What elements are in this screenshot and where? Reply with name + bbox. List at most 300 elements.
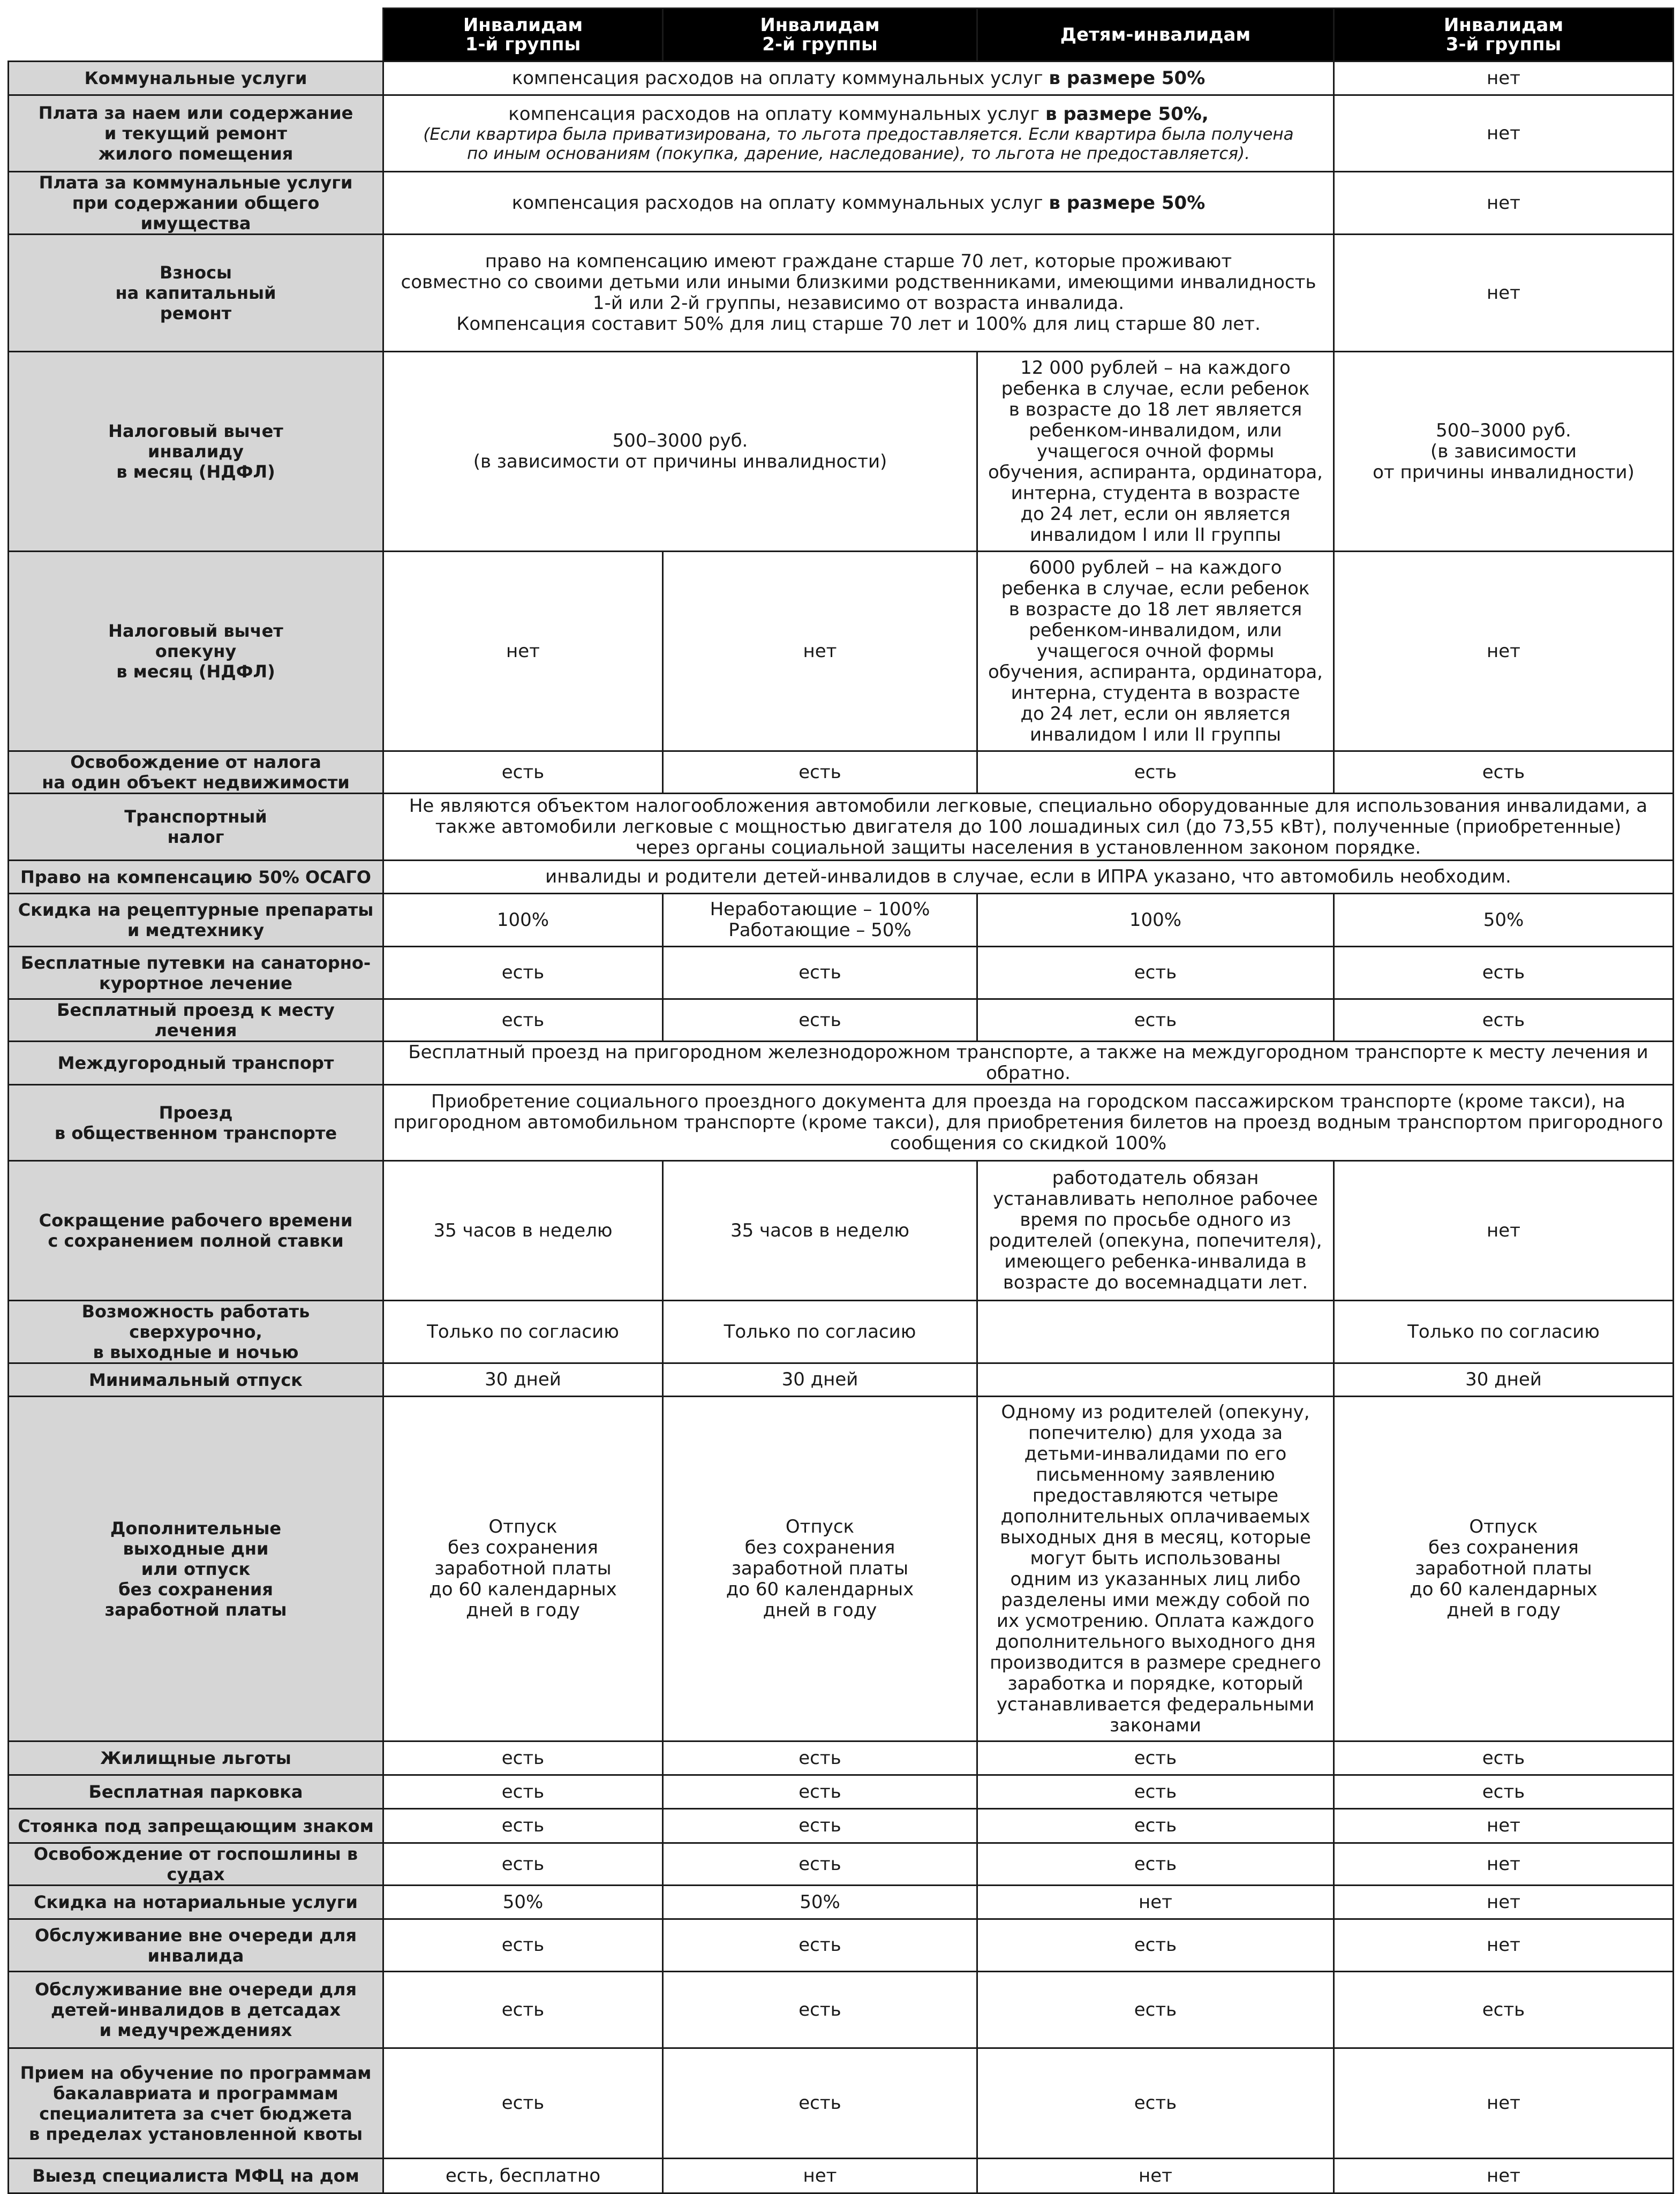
cell-group-1 — [383, 2159, 663, 2193]
cell-text-line: Неработающие – 100% — [710, 899, 930, 920]
cell-text-line: 35 часов в неделю — [433, 1219, 613, 1241]
cell-children — [977, 1886, 1334, 1919]
row-label — [9, 1042, 383, 1085]
cell-text-line: есть — [501, 1747, 545, 1769]
table-row — [9, 1809, 1674, 1843]
cell-text-line: Сокращение рабочего времени — [39, 1210, 353, 1231]
cell-group-1 — [383, 1741, 663, 1775]
cell-text-line: есть — [1482, 1009, 1525, 1031]
cell-group-2 — [663, 1809, 977, 1843]
cell-text-line: от причины инвалидности) — [1373, 461, 1634, 483]
cell-group-3 — [1334, 2159, 1674, 2193]
cell-group-3 — [1334, 1775, 1674, 1809]
cell-text-line: без сохранения — [1428, 1537, 1579, 1558]
row-label — [9, 1161, 383, 1301]
cell-group-2 — [663, 894, 977, 947]
cell-text-line: заработной платы — [1415, 1558, 1592, 1579]
cell-text-line: Только по согласию — [1407, 1321, 1600, 1343]
cell-text-line: 6000 рублей – на каждого — [1029, 556, 1282, 578]
row-label — [9, 1843, 383, 1886]
cell-text-line: до 60 календарных — [429, 1579, 617, 1600]
cell-groups-1-2-children — [383, 172, 1334, 235]
cell-group-1 — [383, 1809, 663, 1843]
table-row — [9, 1397, 1674, 1741]
cell-text-line: нет — [803, 640, 837, 662]
table-row — [9, 352, 1674, 552]
cell-text-line: есть — [798, 761, 841, 783]
cell-text-line: есть — [1134, 1999, 1177, 2020]
cell-text-line: инвалиды и родители детей-инвалидов в случае, если в ИПРА указано, что автомобиль необходим. — [545, 866, 1511, 887]
cell-text-line: Отпуск — [488, 1516, 558, 1537]
cell-text-line: есть — [1482, 1781, 1525, 1803]
row-label — [9, 751, 383, 794]
cell-text-line: в месяц (НДФЛ) — [116, 462, 275, 482]
cell-text-line: и медтехнику — [127, 920, 265, 940]
table-row — [9, 172, 1674, 235]
header-group-2: Инвалидам 2-й группы — [663, 9, 977, 62]
cell-group-3 — [1334, 1809, 1674, 1843]
row-label — [9, 172, 383, 235]
cell-text-line: нет — [1487, 1934, 1520, 1956]
cell-text-line: обучения, аспиранта, ординатора, — [988, 661, 1323, 683]
cell-text-line: Отпуск — [785, 1516, 855, 1537]
cell-text-italic: по иным основаниям (покупка, дарение, наследование), то льгота не предоставляется). — [467, 144, 1250, 163]
cell-children — [977, 1919, 1334, 1972]
cell-text-line: нет — [1487, 2165, 1520, 2187]
cell-text-line: Бесплатный проезд на пригородном железнодорожном транспорте, а также на междугородном транспорте к месту лечения и обратно. — [408, 1042, 1648, 1084]
cell-all-groups — [383, 1042, 1674, 1085]
cell-text-line: нет — [1487, 1219, 1520, 1241]
cell-text-line: Коммунальные услуги — [84, 68, 307, 88]
row-label — [9, 894, 383, 947]
cell-text-line: законами — [1109, 1714, 1202, 1736]
cell-group-3 — [1334, 1301, 1674, 1363]
cell-children — [977, 1301, 1334, 1363]
cell-children — [977, 2159, 1334, 2193]
row-label — [9, 352, 383, 552]
cell-group-2 — [663, 1886, 977, 1919]
cell-group-3 — [1334, 894, 1674, 947]
cell-text-line: сообщения со скидкой 100% — [890, 1133, 1167, 1154]
cell-text-line: дополнительного выходного дня — [995, 1631, 1316, 1653]
cell-text-line: специалитета за счет бюджета — [39, 2103, 352, 2124]
cell-children — [977, 1775, 1334, 1809]
table-row — [9, 1886, 1674, 1919]
row-label — [9, 1775, 383, 1809]
cell-text-line: в выходные и ночью — [93, 1342, 299, 1362]
cell-text-line: до 24 лет, если он является — [1020, 703, 1291, 725]
cell-children — [977, 352, 1334, 552]
cell-text-line: дополнительных оплачиваемых — [1000, 1505, 1310, 1527]
cell-text-line: на один объект недвижимости — [42, 772, 350, 793]
cell-text-line: есть — [501, 1853, 545, 1875]
cell-text-line: до 24 лет, если он является — [1020, 503, 1291, 525]
cell-children — [977, 1972, 1334, 2048]
cell-text-line: время по просьбе одного из — [1020, 1209, 1291, 1231]
cell-children — [977, 1809, 1334, 1843]
cell-group-2 — [663, 1397, 977, 1741]
cell-text-line: есть — [1134, 1747, 1177, 1769]
cell-text-line: заработка и порядке, который — [1007, 1672, 1304, 1694]
cell-text-line: Бесплатный проезд к месту лечения — [57, 1000, 335, 1041]
cell-text-line: есть — [798, 1747, 841, 1769]
cell-text-line: Отпуск — [1469, 1516, 1538, 1537]
header-group-1: Инвалидам 1-й группы — [383, 9, 663, 62]
cell-children — [977, 2048, 1334, 2159]
table-body — [9, 62, 1674, 2193]
cell-group-3 — [1334, 235, 1674, 352]
cell-text-line: в пределах установленной квоты — [28, 2123, 363, 2144]
cell-group-3 — [1334, 552, 1674, 751]
table-row — [9, 999, 1674, 1042]
cell-text-line: обучения, аспиранта, ординатора, — [988, 461, 1323, 483]
cell-text-line: или отпуск — [141, 1558, 251, 1579]
cell-text-line: есть — [1134, 1009, 1177, 1031]
cell-group-3 — [1334, 1363, 1674, 1397]
cell-group-3 — [1334, 1161, 1674, 1301]
cell-text-line: есть — [798, 1934, 841, 1956]
cell-text-line: нет — [1139, 1891, 1172, 1913]
cell-children — [977, 1161, 1334, 1301]
cell-text-line: заработной платы — [104, 1599, 287, 1620]
cell-text-line: Скидка на нотариальные услуги — [34, 1892, 358, 1912]
cell-text-line: есть — [1134, 1934, 1177, 1956]
cell-group-1 — [383, 1161, 663, 1301]
cell-text-line: также автомобили легковые с мощностью двигателя до 100 лошадиных сил (до 73,55 кВт), полученные (приобретенные) — [435, 816, 1622, 838]
table-row — [9, 1042, 1674, 1085]
cell-text-line: есть — [501, 1009, 545, 1031]
cell-text-line: есть — [798, 1853, 841, 1875]
cell-group-3 — [1334, 1741, 1674, 1775]
cell-group-3 — [1334, 172, 1674, 235]
cell-text-line: 30 дней — [781, 1369, 858, 1390]
cell-text-line: без сохранения — [744, 1537, 895, 1558]
cell-text-line: без сохранения — [448, 1537, 598, 1558]
cell-children — [977, 751, 1334, 794]
cell-text-line: есть — [1482, 761, 1525, 783]
cell-text-line: нет — [1487, 2092, 1520, 2114]
cell-text-line: ребенком-инвалидом, или — [1029, 419, 1282, 441]
cell-text-line: Прием на обучение по программам — [20, 2062, 372, 2083]
cell-group-1 — [383, 999, 663, 1042]
cell-text-line: нет — [1487, 122, 1520, 144]
row-label — [9, 95, 383, 172]
cell-text-bold: в размере 50%, — [1045, 103, 1209, 125]
cell-text-line: есть — [501, 1934, 545, 1956]
table-row — [9, 1085, 1674, 1161]
cell-group-2 — [663, 1301, 977, 1363]
cell-group-2 — [663, 1919, 977, 1972]
cell-text-line: ребенка в случае, если ребенок — [1001, 378, 1310, 399]
cell-text-line: 50% — [1483, 909, 1524, 931]
cell-text-line: есть, бесплатно — [445, 2165, 601, 2187]
cell-group-1 — [383, 1843, 663, 1886]
cell-group-2 — [663, 1775, 977, 1809]
cell-text-line: детьми-инвалидами по его — [1024, 1443, 1287, 1465]
row-label — [9, 235, 383, 352]
cell-text-line: интерна, студента в возрасте — [1011, 482, 1300, 504]
row-label — [9, 2159, 383, 2193]
row-label — [9, 1397, 383, 1741]
cell-text-line: инвалиду — [148, 441, 244, 462]
cell-text-italic: (Если квартира была приватизирована, то льгота предоставляется. Если квартира была получена — [423, 124, 1294, 144]
cell-text-line: попечителю) для ухода за — [1028, 1422, 1283, 1444]
cell-text: Компенсация составит 50% для лиц старше 70 лет и 100% для лиц старше 80 лет. — [456, 313, 1261, 335]
cell-text-line: до 60 календарных — [726, 1579, 914, 1600]
cell-text-line: есть — [501, 761, 545, 783]
cell-text-line: с сохранением полной ставки — [48, 1231, 344, 1251]
cell-text-line: есть — [1134, 962, 1177, 983]
row-label — [9, 2048, 383, 2159]
cell-text-line: есть — [1134, 2092, 1177, 2114]
cell-group-1 — [383, 552, 663, 751]
cell-all-groups — [383, 794, 1674, 861]
cell-text-line: Только по согласию — [427, 1321, 619, 1343]
cell-text-line: Право на компенсацию 50% ОСАГО — [20, 866, 371, 887]
row-label — [9, 1363, 383, 1397]
cell-text-line: ребенка в случае, если ребенок — [1001, 577, 1310, 599]
table-row — [9, 1741, 1674, 1775]
cell-text-line: имеющего ребенка-инвалида в — [1004, 1251, 1307, 1272]
cell-all-groups — [383, 1085, 1674, 1161]
row-label — [9, 861, 383, 894]
cell-group-2 — [663, 552, 977, 751]
cell-text-line: 100% — [496, 909, 549, 931]
cell-text-line: детей-инвалидов в детсадах — [50, 2000, 341, 2020]
cell-text-line: Выезд специалиста МФЦ на дом — [32, 2166, 359, 2186]
cell-group-1 — [383, 1301, 663, 1363]
cell-group-3 — [1334, 999, 1674, 1042]
cell-text-line: нет — [1139, 2165, 1172, 2187]
cell-text-line: Только по согласию — [724, 1321, 916, 1343]
cell-text-line: и текущий ремонт — [104, 123, 288, 144]
table-row — [9, 1972, 1674, 2048]
cell-text-line: есть — [798, 1815, 841, 1836]
cell-children — [977, 1741, 1334, 1775]
cell-text-line: в месяц (НДФЛ) — [116, 661, 275, 682]
cell-text-line: учащегося очной формы — [1036, 440, 1275, 462]
cell-text-line: налог — [167, 827, 224, 847]
cell-text-line: есть — [1134, 1815, 1177, 1836]
cell-text-line: (в зависимости от причины инвалидности) — [473, 451, 887, 472]
cell-text-line: до 60 календарных — [1410, 1579, 1598, 1600]
cell-text-line: Минимальный отпуск — [88, 1369, 303, 1390]
cell-text-line: Приобретение социального проездного документа для проезда на городском пассажирском транспорте (кроме такси), на — [431, 1091, 1625, 1112]
cell-all-groups — [383, 861, 1674, 894]
cell-group-3 — [1334, 1919, 1674, 1972]
cell-text-line: 50% — [800, 1891, 840, 1913]
table-row — [9, 552, 1674, 751]
table-row — [9, 1301, 1674, 1363]
cell-text-line: могут быть использованы — [1030, 1547, 1281, 1569]
cell-text-line: курортное лечение — [99, 972, 292, 993]
row-label — [9, 794, 383, 861]
cell-text-line: есть — [798, 2092, 841, 2114]
cell-text-line: есть — [798, 1009, 841, 1031]
cell-group-2 — [663, 1972, 977, 2048]
cell-text-line: Освобождение от налога — [70, 752, 321, 772]
cell-text-line: устанавливается федеральными — [996, 1693, 1315, 1715]
benefits-table-container — [7, 7, 1673, 2194]
cell-text-line: есть — [501, 1999, 545, 2020]
cell-groups-1-2 — [383, 352, 977, 552]
cell-text-line: есть — [501, 2092, 545, 2114]
cell-text-line: Плата за наем или содержание — [38, 103, 353, 123]
cell-text-line: есть — [1134, 761, 1177, 783]
cell-text-line: Возможность работать сверхурочно, — [81, 1301, 310, 1342]
cell-text-line: есть — [1482, 962, 1525, 983]
cell-text-line: учащегося очной формы — [1036, 640, 1275, 662]
cell-text: компенсация расходов на оплату коммунальных услуг — [511, 67, 1049, 89]
cell-group-1 — [383, 947, 663, 999]
cell-text-line: нет — [1487, 282, 1520, 304]
cell-text-line: Не являются объектом налогообложения автомобили легковые, специально оборудованные для использования инвалидами, а — [409, 795, 1648, 817]
cell-text-line: есть — [1482, 1999, 1525, 2020]
cell-group-3 — [1334, 1972, 1674, 2048]
cell-text-line: есть — [1134, 1853, 1177, 1875]
table-row — [9, 235, 1674, 352]
header-row — [9, 9, 1674, 62]
cell-text-line: инвалидом I или II группы — [1029, 524, 1282, 546]
cell-group-1 — [383, 2048, 663, 2159]
cell-group-1 — [383, 1363, 663, 1397]
header-corner — [9, 9, 383, 62]
cell-text-line: есть — [1482, 1747, 1525, 1769]
benefits-table — [7, 7, 1674, 2194]
cell-group-1 — [383, 1972, 663, 2048]
cell-text-line: Скидка на рецептурные препараты — [18, 900, 374, 920]
cell-text-line: есть — [798, 1781, 841, 1803]
cell-group-3 — [1334, 1886, 1674, 1919]
cell-text-line: разделены ими между собой по — [1001, 1589, 1310, 1611]
cell-text-line: при содержании общего имущества — [72, 193, 320, 233]
cell-group-2 — [663, 999, 977, 1042]
cell-text-line: 30 дней — [485, 1369, 561, 1390]
table-row — [9, 2159, 1674, 2193]
cell-group-2 — [663, 1741, 977, 1775]
table-row — [9, 947, 1674, 999]
cell-text-line: дней в году — [1447, 1600, 1561, 1621]
cell-text-line: есть — [501, 1781, 545, 1803]
cell-group-1 — [383, 1775, 663, 1809]
cell-text-line: есть — [501, 1815, 545, 1836]
cell-text-line: бакалавриата и программам — [53, 2083, 338, 2103]
cell-text-line: Обслуживание вне очереди для — [35, 1925, 357, 1946]
cell-text-line: Транспортный — [124, 806, 267, 827]
row-label — [9, 1741, 383, 1775]
cell-text-line: (в зависимости — [1430, 440, 1577, 462]
table-row — [9, 794, 1674, 861]
cell-groups-1-2-children — [383, 62, 1334, 95]
cell-group-3 — [1334, 2048, 1674, 2159]
row-label — [9, 1809, 383, 1843]
cell-text-line: интерна, студента в возрасте — [1011, 682, 1300, 704]
cell-text-line: дней в году — [466, 1600, 580, 1621]
row-label — [9, 1886, 383, 1919]
cell-groups-1-2-children — [383, 235, 1334, 352]
cell-group-3 — [1334, 95, 1674, 172]
cell-text-line: Междугородный транспорт — [57, 1053, 334, 1073]
cell-text-line: на капитальный — [115, 283, 276, 303]
cell-text-line: есть — [1134, 1781, 1177, 1803]
cell-group-2 — [663, 2159, 977, 2193]
table-row — [9, 95, 1674, 172]
cell-text-line: инвалида — [147, 1945, 244, 1966]
table-row — [9, 861, 1674, 894]
cell-text-bold: в размере 50% — [1049, 192, 1206, 214]
cell-children — [977, 1397, 1334, 1741]
cell-children — [977, 894, 1334, 947]
cell-text-line: Работающие – 50% — [728, 919, 911, 941]
cell-text-line: есть — [798, 962, 841, 983]
cell-children — [977, 999, 1334, 1042]
cell-text-line: нет — [1487, 192, 1520, 214]
cell-text-line: без сохранения — [118, 1579, 273, 1600]
cell-text-line: и медучреждениях — [99, 2020, 292, 2040]
cell-group-2 — [663, 1363, 977, 1397]
cell-text: компенсация расходов на оплату коммунальных услуг — [511, 192, 1049, 214]
cell-text-line: 12 000 рублей – на каждого — [1020, 357, 1291, 379]
cell-text-line: ремонт — [160, 303, 232, 323]
cell-text-line: 30 дней — [1465, 1369, 1542, 1390]
cell-text-line: 100% — [1129, 909, 1182, 931]
row-label — [9, 947, 383, 999]
row-label — [9, 1919, 383, 1972]
table-row — [9, 894, 1674, 947]
cell-text-line: работодатель обязан — [1052, 1167, 1259, 1189]
cell-text: компенсация расходов на оплату коммунальных услуг — [508, 103, 1045, 125]
cell-group-1 — [383, 1919, 663, 1972]
header-children: Детям-инвалидам — [977, 9, 1334, 62]
cell-text-line: Освобождение от госпошлины в судах — [33, 1844, 358, 1884]
cell-text-line: Плата за коммунальные услуги — [39, 172, 353, 193]
cell-group-2 — [663, 1161, 977, 1301]
cell-group-1 — [383, 1886, 663, 1919]
cell-group-2 — [663, 1843, 977, 1886]
cell-text-line: Налоговый вычет — [108, 421, 283, 441]
cell-text-line: нет — [1487, 67, 1520, 89]
cell-text-line: производится в размере среднего — [990, 1652, 1321, 1673]
cell-text-line: их усмотрению. Оплата каждого — [996, 1610, 1315, 1632]
cell-text-line: выходные дни — [123, 1538, 269, 1559]
cell-text-line: есть — [501, 962, 545, 983]
cell-text-line: Проезд — [159, 1102, 233, 1123]
cell-text-line: устанавливать неполное рабочее — [993, 1188, 1318, 1210]
cell-text-line: Жилищные льготы — [100, 1748, 291, 1768]
row-label — [9, 552, 383, 751]
cell-text-line: заработной платы — [434, 1558, 612, 1579]
cell-text-line: ребенком-инвалидом, или — [1029, 619, 1282, 641]
table-row — [9, 1363, 1674, 1397]
cell-group-2 — [663, 751, 977, 794]
cell-group-2 — [663, 2048, 977, 2159]
cell-text-line: письменному заявлению — [1036, 1464, 1275, 1486]
cell-children — [977, 1843, 1334, 1886]
table-row — [9, 1843, 1674, 1886]
cell-text: 1-й или 2-й группы, независимо от возраста инвалида. — [592, 292, 1125, 314]
cell-text-line: инвалидом I или II группы — [1029, 723, 1282, 745]
row-label — [9, 999, 383, 1042]
row-label — [9, 1085, 383, 1161]
cell-text-line: опекуну — [155, 641, 237, 661]
cell-text-line: Взносы — [160, 262, 232, 283]
cell-text-line: одним из указанных лиц либо — [1010, 1568, 1301, 1590]
cell-text-line: через органы социальной защиты населения в установленном законом порядке. — [635, 836, 1421, 858]
cell-text-line: в возрасте до 18 лет является — [1008, 598, 1302, 620]
header-group-3: Инвалидам 3-й группы — [1334, 9, 1674, 62]
cell-text-line: нет — [1487, 640, 1520, 662]
row-label — [9, 1301, 383, 1363]
